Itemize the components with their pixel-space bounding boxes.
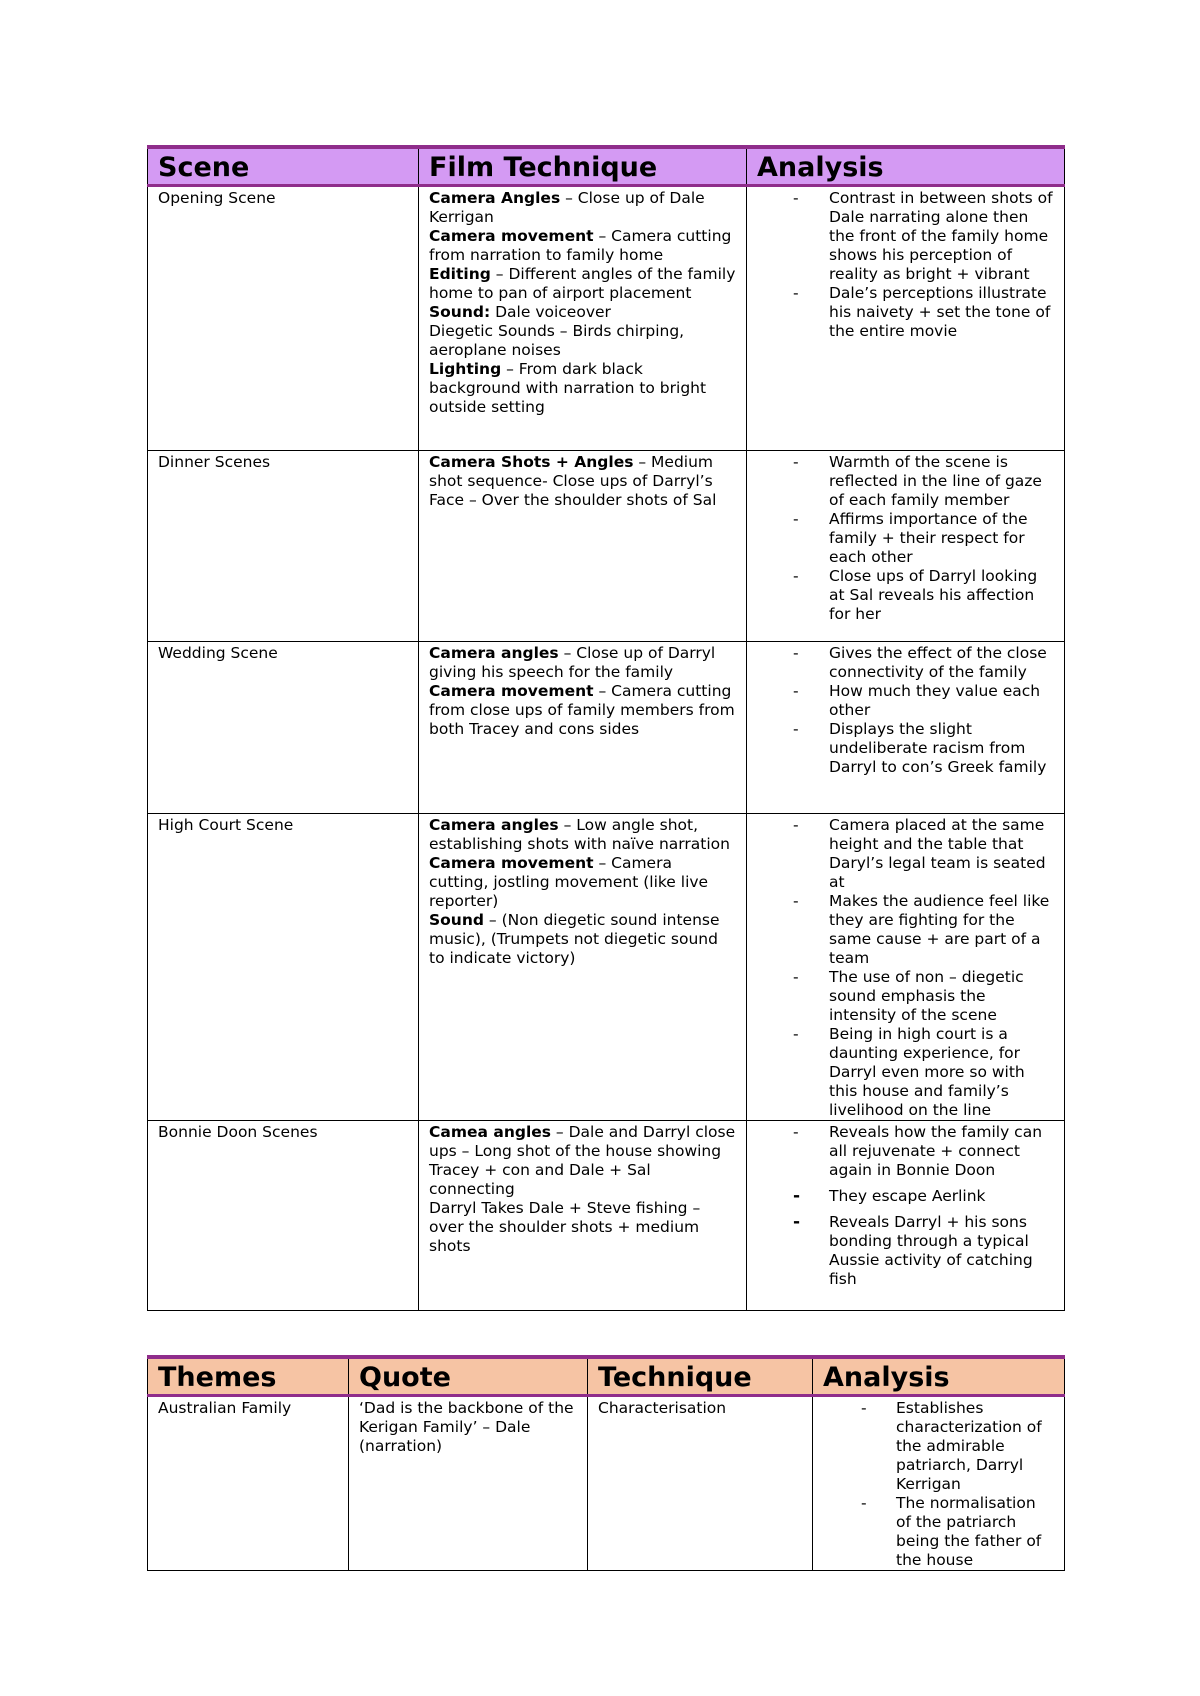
scene-cell: Bonnie Doon Scenes bbox=[148, 1121, 419, 1311]
analysis-item: - Reveals how the family can all rejuvenate + connect again in Bonnie Doon bbox=[757, 1123, 1054, 1180]
header-row bbox=[148, 1357, 1065, 1396]
analysis-cell bbox=[747, 814, 1065, 1121]
technique-cell bbox=[419, 642, 747, 814]
analysis-item: - The normalisation of the patriarch being the father of the house bbox=[823, 1494, 1054, 1570]
technique-line: Darryl Takes Dale + Steve fishing – over the shoulder shots + medium shots bbox=[429, 1199, 701, 1255]
header-analysis: Analysis bbox=[747, 147, 1065, 186]
technique-line: Editing – Different angles of the family home to pan of airport placement bbox=[429, 265, 736, 302]
header-scene: Scene bbox=[148, 147, 419, 186]
analysis-item: - Makes the audience feel like they are fighting for the same cause + are part of a team bbox=[757, 892, 1054, 968]
technique-line: Camera angles – Close up of Darryl giving his speech for the family bbox=[429, 644, 716, 681]
analysis-item: - How much they value each other bbox=[757, 682, 1054, 720]
table-row bbox=[148, 451, 1065, 642]
technique-line: Camera movement – Camera cutting, jostling movement (like live reporter) bbox=[429, 854, 709, 910]
scene-cell: High Court Scene bbox=[148, 814, 419, 1121]
header-technique: Technique bbox=[588, 1357, 813, 1396]
technique-line: Camera movement – Camera cutting from close ups of family members from both Tracey and cons sides bbox=[429, 682, 735, 738]
analysis-item: - Reveals Darryl + his sons bonding through a typical Aussie activity of catching fish bbox=[757, 1213, 1054, 1289]
themes-table bbox=[147, 1355, 1065, 1571]
header-themes: Themes bbox=[148, 1357, 349, 1396]
technique-line: Camera Shots + Angles – Medium shot sequence- Close ups of Darryl’s Face – Over the shoulder shots of Sal bbox=[429, 453, 717, 509]
technique-line: Camera Angles – Close up of Dale Kerrigan bbox=[429, 189, 705, 226]
scene-cell: Opening Scene bbox=[148, 186, 419, 451]
technique-line: Camera angles – Low angle shot, establishing shots with naïve narration bbox=[429, 816, 730, 853]
analysis-item: - Displays the slight undeliberate racism from Darryl to con’s Greek family bbox=[757, 720, 1054, 777]
analysis-item: - Establishes characterization of the admirable patriarch, Darryl Kerrigan bbox=[823, 1399, 1054, 1494]
technique-cell bbox=[419, 1121, 747, 1311]
analysis-item: - The use of non – diegetic sound emphasis the intensity of the scene bbox=[757, 968, 1054, 1025]
scene-cell: Dinner Scenes bbox=[148, 451, 419, 642]
table-row bbox=[148, 1121, 1065, 1311]
technique-cell bbox=[419, 451, 747, 642]
analysis-cell bbox=[747, 642, 1065, 814]
table-row bbox=[148, 814, 1065, 1121]
quote-cell: ‘Dad is the backbone of the Kerigan Family’ – Dale (narration) bbox=[349, 1396, 588, 1571]
technique-cell: Characterisation bbox=[588, 1396, 813, 1571]
scene-analysis-table bbox=[147, 145, 1065, 1311]
table-row bbox=[148, 186, 1065, 451]
technique-line: Camera movement – Camera cutting from narration to family home bbox=[429, 227, 732, 264]
header-quote: Quote bbox=[349, 1357, 588, 1396]
analysis-item: - Being in high court is a daunting experience, for Darryl even more so with this house and family’s livelihood on the line bbox=[757, 1025, 1054, 1120]
technique-line: Sound: Dale voiceover bbox=[429, 303, 611, 321]
table-row bbox=[148, 642, 1065, 814]
analysis-item: - Affirms importance of the family + their respect for each other bbox=[757, 510, 1054, 567]
analysis-cell bbox=[747, 186, 1065, 451]
scene-cell: Wedding Scene bbox=[148, 642, 419, 814]
technique-cell bbox=[419, 814, 747, 1121]
theme-cell: Australian Family bbox=[148, 1396, 349, 1571]
analysis-item: - Camera placed at the same height and the table that Daryl’s legal team is seated at bbox=[757, 816, 1054, 892]
analysis-cell bbox=[747, 451, 1065, 642]
technique-line: Camea angles – Dale and Darryl close ups – Long shot of the house showing Tracey + con and Dale + Sal connecting bbox=[429, 1123, 736, 1198]
analysis-cell bbox=[813, 1396, 1065, 1571]
technique-line: Diegetic Sounds – Birds chirping, aeroplane noises bbox=[429, 322, 685, 359]
analysis-item: - Contrast in between shots of Dale narrating alone then the front of the family home shows his perception of reality as bright + vibrant bbox=[757, 189, 1054, 284]
technique-line: Sound – (Non diegetic sound intense music), (Trumpets not diegetic sound to indicate victory) bbox=[429, 911, 720, 967]
analysis-item: - Close ups of Darryl looking at Sal reveals his affection for her bbox=[757, 567, 1054, 624]
analysis-cell bbox=[747, 1121, 1065, 1311]
analysis-item: - Warmth of the scene is reflected in the line of gaze of each family member bbox=[757, 453, 1054, 510]
analysis-item: - Dale’s perceptions illustrate his naivety + set the tone of the entire movie bbox=[757, 284, 1054, 341]
technique-line: Lighting – From dark black background with narration to bright outside setting bbox=[429, 360, 707, 416]
technique-cell bbox=[419, 186, 747, 451]
header-film-technique: Film Technique bbox=[419, 147, 747, 186]
analysis-item: - They escape Aerlink bbox=[757, 1187, 1054, 1206]
header-analysis: Analysis bbox=[813, 1357, 1065, 1396]
table-row bbox=[148, 1396, 1065, 1571]
header-row bbox=[148, 147, 1065, 186]
analysis-item: - Gives the effect of the close connectivity of the family bbox=[757, 644, 1054, 682]
